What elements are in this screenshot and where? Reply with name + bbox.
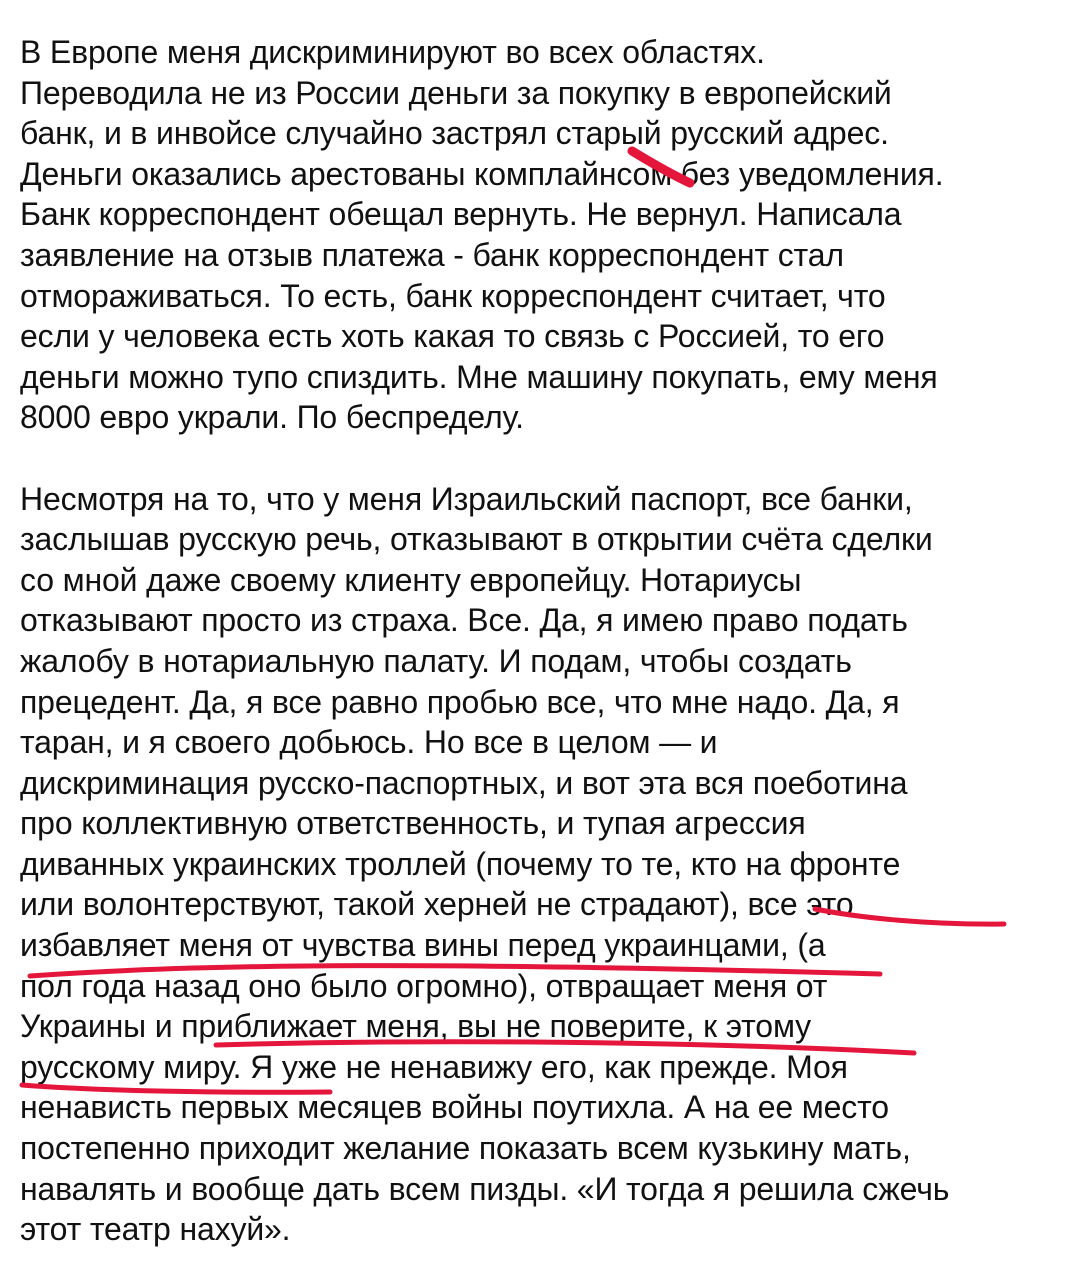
document-body <box>20 32 1060 1250</box>
text-line: пол года назад оно было огромно), отвращает меня от <box>20 967 828 1004</box>
text-line: Переводила не из России деньги за покупку в европейский <box>20 74 892 111</box>
text-line: Деньги оказались арестованы комплайнсом без уведомления. <box>20 155 944 192</box>
text-line: Украины и приближает меня, вы не поверите, к этому <box>20 1008 812 1045</box>
text-line: или волонтерствуют, такой херней не страдают), все это <box>20 886 854 923</box>
text-line: жалобу в нотариальную палату. И подам, чтобы создать <box>20 642 852 679</box>
text-line: про коллективную ответственность, и тупая агрессия <box>20 805 806 842</box>
text-line: постепенно приходит желание показать всем кузькину мать, <box>20 1130 911 1167</box>
text-line: таран, и я своего добьюсь. Но все в целом — и <box>20 724 718 761</box>
text-line: избавляет меня от чувства вины перед украинцами, (а <box>20 927 826 964</box>
text-line: ненависть первых месяцев войны поутихла. А на ее место <box>20 1089 889 1126</box>
text-line: 8000 евро украли. По беспределу. <box>20 399 524 436</box>
text-line: заявление на отзыв платежа - банк корреспондент стал <box>20 236 844 273</box>
text-line: отмораживаться. То есть, банк корреспондент считает, что <box>20 277 886 314</box>
text-line: дискриминация русско-паспортных, и вот эта вся поеботина <box>20 764 908 801</box>
text-line: банк, и в инвойсе случайно застрял старый русский адрес. <box>20 115 889 152</box>
text-line: прецедент. Да, я все равно пробью все, что мне надо. Да, я <box>20 683 900 720</box>
text-line: со мной даже своему клиенту европейцу. Нотариусы <box>20 561 802 598</box>
text-line: В Европе меня дискриминируют во всех областях. <box>20 34 765 70</box>
text-line: этот театр нахуй». <box>20 1211 291 1248</box>
text-line: заслышав русскую речь, отказывают в открытии счёта сделки <box>20 521 933 558</box>
text-line: если у человека есть хоть какая то связь с Россией, то его <box>20 318 885 355</box>
text-line: деньги можно тупо спиздить. Мне машину покупать, ему меня <box>20 358 938 395</box>
text-line: Банк корреспондент обещал вернуть. Не вернул. Написала <box>20 196 902 233</box>
text-line: русскому миру. Я уже не ненавижу его, как прежде. Моя <box>20 1048 848 1085</box>
text-line: отказывают просто из страха. Все. Да, я имею право подать <box>20 602 908 639</box>
text-line: диванных украинских троллей (почему то те, кто на фронте <box>20 845 901 882</box>
text-line: Несмотря на то, что у меня Израильский паспорт, все банки, <box>20 480 913 517</box>
paragraph-spacer <box>20 438 1060 479</box>
paragraph-2 <box>20 479 1060 1250</box>
text-line: навалять и вообще дать всем пизды. «И тогда я решила сжечь <box>20 1170 950 1207</box>
paragraph-1 <box>20 32 1060 438</box>
